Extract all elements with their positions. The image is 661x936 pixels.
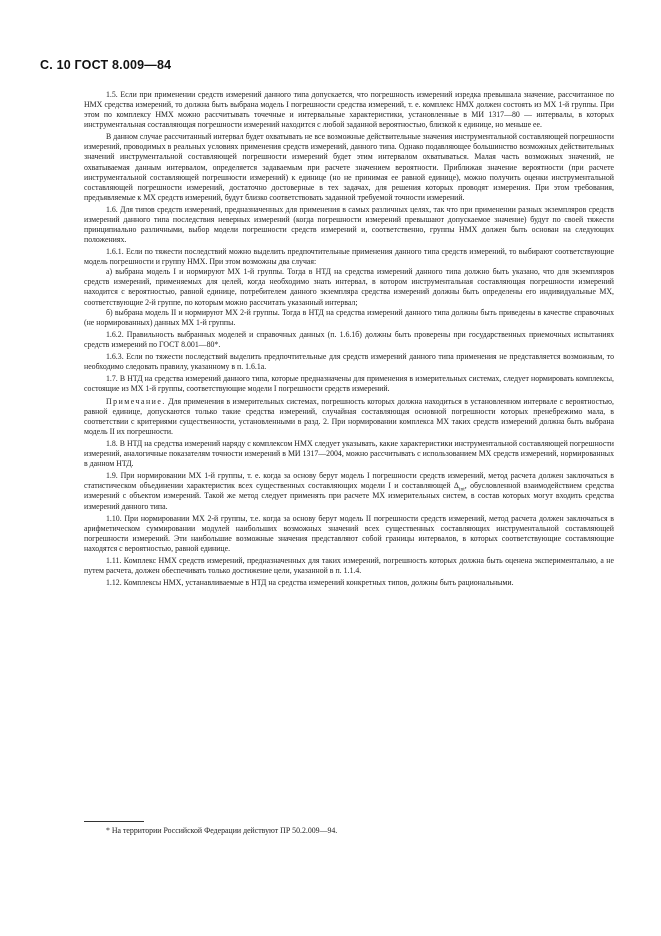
note-label: Примечание. <box>106 396 166 406</box>
paragraph-1-6-1-b: б) выбрана модель II и нормируют МХ 2-й группы. Тогда в НТД на средства измерений данного типа должны быть приведены в качестве справочных (не нормированных) данных МХ 1-й группы. <box>84 307 614 327</box>
paragraph-1-9-part-a: 1.9. При нормировании МХ 1-й группы, т. е. когда за основу берут модель I погрешности средств измерений, метод расчета должен заключаться в статистическом объединении характеристик всех существенных составляющих модели I и составляющей Δ <box>84 471 614 491</box>
delta-int-subscript: int <box>458 486 465 493</box>
footnote-divider <box>84 821 144 822</box>
paragraph-1-9 <box>84 471 614 511</box>
paragraph-1-6-2: 1.6.2. Правильность выбранных моделей и справочных данных (п. 1.6.1б) должны быть проверены при государственных приемочных испытаниях средств измерений по ГОСТ 8.001—80*. <box>84 329 614 349</box>
paragraph-1-9-part-b: , обусловленной взаимодействием средства измерений с объектом измерений. Такой же метод следует применять при расчете МХ измерительных систем, в состав которых могут входить средства измерений данного типа. <box>84 481 614 511</box>
paragraph-1-10: 1.10. При нормировании МХ 2-й группы, т.е. когда за основу берут модель II погрешности средств измерений, метод расчета должен заключаться в арифметическом суммировании модулей наибольших возможных значений всех существенных составляющих инструментальной составляющей погрешности измерений. Эти наибольшие возможные значения представляют собой границы интервалов, в которых соответствующие составляющие находятся с вероятностью, равной единице. <box>84 513 614 553</box>
note-paragraph <box>84 397 614 437</box>
document-body <box>84 90 614 591</box>
footnote: * На территории Российской Федерации действуют ПР 50.2.009—94. <box>106 826 338 835</box>
paragraph-1-5-cont: В данном случае рассчитанный интервал будет охватывать не все возможные действительные значения инструментальной составляющей погрешности измерений, проводимых в реальных условиях применения средств измерений, данного типа. Однако подавляющее большинство возможных действительных значений инструментальной составляющей погрешности измерений будет этим интервалом охватываться. Малая часть возможных значений, не охватываемая данным интервалом, определяется задаваемым при расчете значением вероятности. Приближая значение вероятности (при расчете инструментальной составляющей погрешности измерений) к единице (но не принимая ее равной единице), можно получить оценки инструментальной составляющей погрешности измерений, достаточно достоверные в тех задачах, для решения которых проводят измерения. При этом требования, предъявляемые к МХ средств измерений, будут близко соответствовать заданной требуемой точности измерений. <box>84 132 614 202</box>
page-header: С. 10 ГОСТ 8.009—84 <box>40 58 172 72</box>
paragraph-1-7: 1.7. В НТД на средства измерений данного типа, которые предназначены для применения в измерительных системах, следует нормировать комплексы, состоящие из МХ 1-й группы, соответствующие модели I погрешности средств измерений. <box>84 374 614 394</box>
paragraph-1-5: 1.5. Если при применении средств измерений данного типа допускается, что погрешность измерений изредка превышала значение, рассчитанное по НМХ средства измерений, то должна быть выбрана модель I погрешности средства измерений, т. е. комплекс НМХ должен состоять из МХ 1-й группы. При этом по комплексу НМХ можно рассчитывать точечные и интервальные характеристики, установленные в МИ 1317—80 — интервалы, в которых инструментальная составляющая погрешности измерений находится с любой заданной вероятностью, близкой к единице, но меньше ее. <box>84 90 614 130</box>
paragraph-1-11: 1.11. Комплекс НМХ средств измерений, предназначенных для таких измерений, погрешность которых должна быть оценена экспериментально, а не путем расчета, должен обеспечивать только достижение цели, указанной в п. 1.1.4. <box>84 556 614 576</box>
paragraph-1-6: 1.6. Для типов средств измерений, предназначенных для применения в самых различных целях, так что при применении разных экземпляров средств измерений данного типа последствия неверных измерений (когда погрешности измерений превышают допускаемое значение) будут по своей тяжести принципиально различными, выбор модели погрешности средств измерений и, соответственно, группы НМХ должен быть основан на следующих положениях. <box>84 204 614 245</box>
paragraph-1-12: 1.12. Комплексы НМХ, устанавливаемые в НТД на средства измерений конкретных типов, должны быть рациональными. <box>106 578 514 588</box>
paragraph-1-8: 1.8. В НТД на средства измерений наряду с комплексом НМХ следует указывать, какие характеристики инструментальной составляющей погрешности измерений, аналогичные показателям точности измерений в МИ 1317—2004, можно рассчитывать с использованием МХ средств измерений, нормированных в данном НТД. <box>84 439 614 469</box>
paragraph-1-6-1: 1.6.1. Если по тяжести последствий можно выделить предпочтительные применения данного типа средств измерений, то выбирают соответствующие модель погрешности и группу НМХ. При этом возможны два случая: <box>84 247 614 267</box>
paragraph-1-6-1-a: а) выбрана модель I и нормируют МХ 1-й группы. Тогда в НТД на средства измерений данного типа должно быть указано, что для экземпляров средств измерений, применяемых для целей, когда необходимо знать интервал, в котором инструментальная составляющая погрешности измерений находится с вероятностью, равной единице, потребителем данного экземпляра средства измерений должны быть определены его индивидуальные МХ, соответствующие 2-й группе, по которым можно рассчитать указанный интервал; <box>84 267 614 307</box>
paragraph-1-6-3: 1.6.3. Если по тяжести последствий выделить предпочтительные для средств измерений данного типа применения не представляется возможным, то необходимо следовать правилу, указанному в п. 1.6.1а. <box>84 352 614 372</box>
note-text: Для применения в измерительных системах, погрешность которых должна находиться в установленном интервале с вероятностью, равной единице, допускаются только такие средства измерений, случайная составляющая основной погрешности которых пренебрежимо мала, в соответствии с критериями существенности, установленными в разд. 2. При нормировании комплекса МХ таких средств измерений должна быть выбрана модель II их погрешности. <box>84 396 614 436</box>
